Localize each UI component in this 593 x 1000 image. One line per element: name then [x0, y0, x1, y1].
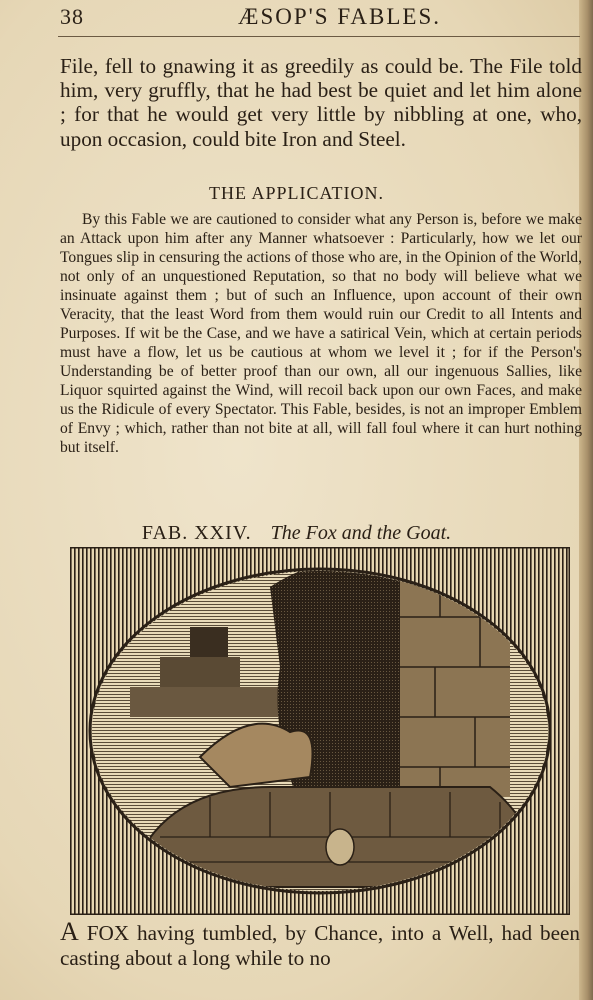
page-number: 38 [60, 4, 84, 29]
running-title: ÆSOP'S FABLES. [238, 4, 442, 29]
next-fable-paragraph [60, 917, 580, 970]
fable-ending-paragraph: File, fell to gnawing it as greedily as could be. The File told him, very gruffly, that he had best be quiet and let him alone ; for that he would get very little by nibbling at one, who, upon occasion, could bite Iron and Steel. [60, 54, 582, 151]
goat-head [326, 829, 354, 865]
header-rule [58, 36, 580, 37]
next-fable-heading [0, 522, 593, 545]
application-paragraph: By this Fable we are cautioned to consider what any Person is, before we make an Attack upon him after any Manner whatsoever : Particularly, how we let our Tongues slip in censuring the actions of those who are, in the Opinion of the World, not only of an unquestioned Reputation, so that no body will believe what we insinuate against them ; but of such an Influence, upon account of their own Veracity, that the least Word from them would ruin our Credit to all Intents and Purposes. If wit be the Case, and we have a satirical Vein, which at certain periods must have a flow, let us be cautious at whom we level it ; for if the Person's Understanding be of better proof than our own, all our ingenuous Sallies, like Liquor squirted against the Wind, will recoil back upon our own Faces, and make us the Ridicule of every Spectator. This Fable, besides, is not an improper Emblem of Envy ; which, rather than not bite at all, will fall foul where it can hurt nothing but itself. [60, 211, 582, 456]
dropcap: A [60, 917, 79, 946]
page-header [60, 4, 580, 34]
fable-number: FAB. XXIV. [141, 522, 252, 544]
woodcut-illustration [70, 547, 570, 915]
next-fable-text: FOX having tumbled, by Chance, into a Well, had been casting about a long while to no [60, 921, 580, 970]
fable-title: The Fox and the Goat. [270, 522, 452, 544]
application-heading: THE APPLICATION. [208, 183, 384, 203]
